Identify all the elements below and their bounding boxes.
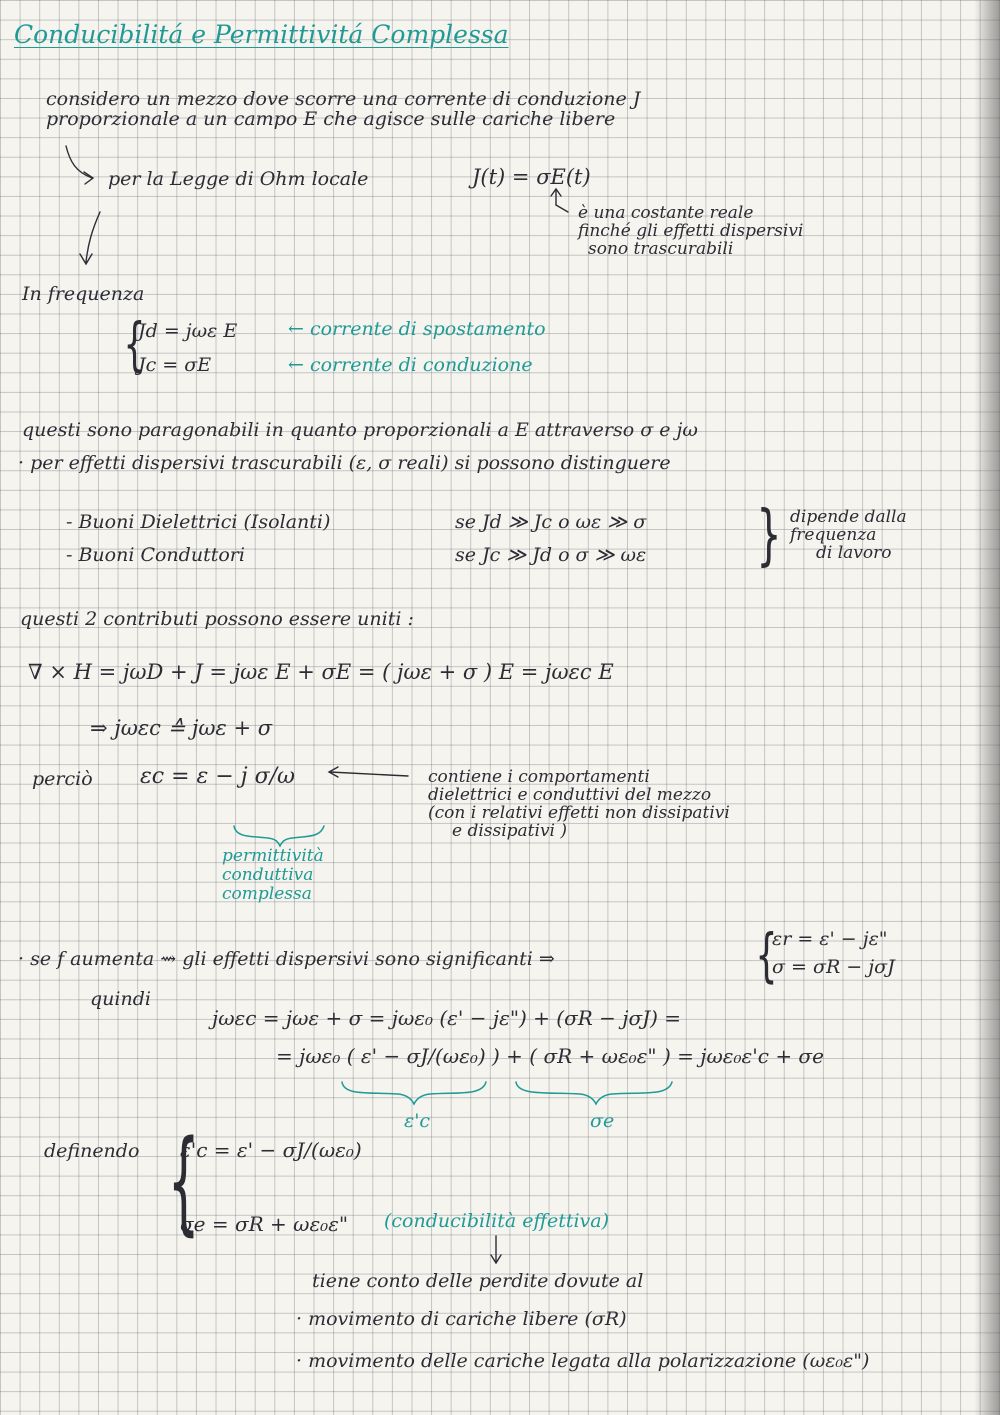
intro-line-2: proporzionale a un campo E che agisce sulle cariche libere xyxy=(46,108,616,130)
union-line: questi 2 contributi possono essere uniti : xyxy=(20,608,414,630)
dispersive-brace: { xyxy=(755,921,778,989)
frequency-brace: { xyxy=(123,310,146,378)
conduction-current-equation: Jc = σE xyxy=(138,354,212,376)
displacement-current-equation: Jd = jωε E xyxy=(138,320,238,342)
definitions-brace: { xyxy=(167,1117,200,1247)
ohm-law-equation: J(t) = σE(t) xyxy=(472,165,591,189)
effective-permittivity-underlabel: ε'c xyxy=(404,1110,431,1132)
comparison-brace: } xyxy=(756,496,782,573)
dispersive-system-eq-2: σ = σR − jσJ xyxy=(772,956,895,978)
good-dielectrics-condition: se Jd ≫ Jc o ωε ≫ σ xyxy=(455,511,647,533)
contains-line-3: (con i relativi effetti non dissipativi xyxy=(428,803,730,823)
sigma-note-line-3: sono trascurabili xyxy=(588,239,734,259)
depends-line-3: di lavoro xyxy=(816,543,892,563)
expansion-equation-2: = jωε₀ ( ε' − σJ/(ωε₀) ) + ( σR + ωε₀ε" ) = jωε₀ε'c + σe xyxy=(276,1044,824,1068)
contains-line-1: contiene i comportamenti xyxy=(428,767,650,787)
sigma-note-line-1: è una costante reale xyxy=(578,203,754,223)
dispersive-bullet: · se f aumenta ⇝ gli effetti dispersivi sono significanti ⇒ xyxy=(18,948,555,970)
comparison-line-1: questi sono paragonabili in quanto proporzionali a E attraverso σ e jω xyxy=(22,419,698,441)
polarization-item: · movimento delle cariche legata alla polarizzazione (ωε₀ε") xyxy=(296,1350,870,1372)
comparison-line-2: · per effetti dispersivi trascurabili (ε, σ reali) si possono distinguere xyxy=(18,452,671,474)
good-conductors-label: - Buoni Conduttori xyxy=(66,544,245,566)
page-title: Conducibilitá e Permittivitá Complessa xyxy=(14,20,509,49)
contains-line-2: dielettrici e conduttivi del mezzo xyxy=(428,785,712,805)
good-dielectrics-label: - Buoni Dielettrici (Isolanti) xyxy=(66,511,331,533)
depends-line-2: frequenza xyxy=(790,525,877,545)
defining-label: definendo xyxy=(44,1140,140,1162)
expansion-equation-1: jωεc = jωε + σ = jωε₀ (ε' − jε") + (σR − jσJ) = xyxy=(212,1006,682,1030)
displacement-current-label: ← corrente di spostamento xyxy=(288,318,546,340)
curl-h-equation: ∇ × H = jωD + J = jωε E + σE = ( jωε + σ ) E = jωεc E xyxy=(28,660,614,684)
free-charges-item: · movimento di cariche libere (σR) xyxy=(296,1308,627,1330)
permittivity-label-3: complessa xyxy=(222,884,312,904)
permittivity-label-2: conduttiva xyxy=(222,865,314,885)
permittivity-label-1: permittività xyxy=(222,846,324,866)
frequency-heading: In frequenza xyxy=(22,283,145,305)
therefore-label: perciò xyxy=(32,768,93,790)
good-conductors-condition: se Jc ≫ Jd o σ ≫ ωε xyxy=(455,544,647,566)
complex-permittivity-definition: ⇒ jωεc ≙ jωε + σ xyxy=(90,716,273,740)
losses-account-line: tiene conto delle perdite dovute al xyxy=(312,1270,644,1292)
effective-permittivity-definition: ε'c = ε' − σJ/(ωε₀) xyxy=(180,1138,362,1162)
quindi-label: quindi xyxy=(90,988,151,1010)
dispersive-system-eq-1: εr = ε' − jε" xyxy=(772,928,888,950)
effective-conductivity-note: (conducibilità effettiva) xyxy=(384,1210,610,1232)
depends-line-1: dipende dalla xyxy=(790,507,907,527)
contains-line-4: e dissipativi ) xyxy=(452,821,568,841)
effective-conductivity-definition: σe = σR + ωε₀ε" xyxy=(180,1212,349,1236)
conduction-current-label: ← corrente di conduzione xyxy=(288,354,533,376)
complex-permittivity-equation: εc = ε − j σ/ω xyxy=(140,764,295,789)
intro-line-1: considero un mezzo dove scorre una corrente di conduzione J xyxy=(46,88,641,110)
effective-conductivity-underlabel: σe xyxy=(590,1110,615,1132)
sigma-note-line-2: finché gli effetti dispersivi xyxy=(578,221,804,241)
ohm-law-label: per la Legge di Ohm locale xyxy=(108,168,369,190)
